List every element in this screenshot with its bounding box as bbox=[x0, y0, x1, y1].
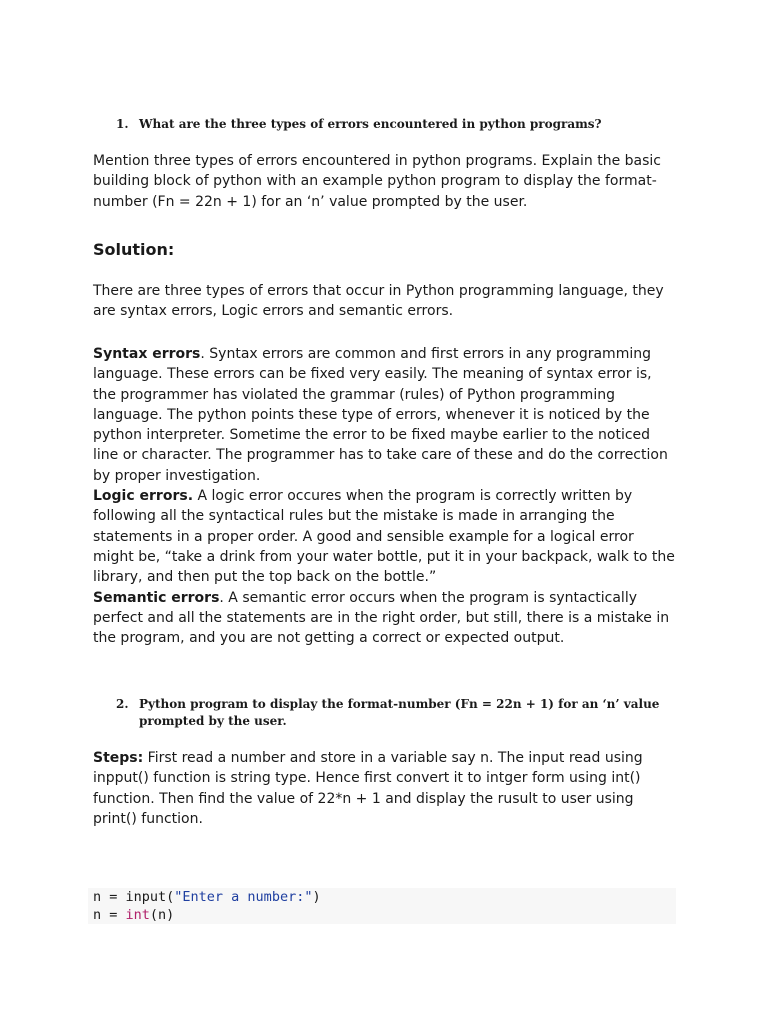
question-1-number: 1. bbox=[116, 117, 129, 131]
question-2-number: 2. bbox=[116, 697, 129, 711]
code-line-2-end: (n) bbox=[149, 907, 175, 923]
steps-label: Steps: bbox=[93, 750, 144, 766]
intro-paragraph: Mention three types of errors encountered in python programs. Explain the basic building block of python with an example python program to display the format-number (Fn = 22n + 1) for an ‘n’ value prompted by the user. bbox=[93, 153, 661, 210]
question-2-title: Python program to display the format-number (Fn = 22n + 1) for an ‘n’ value prompted by the user. bbox=[139, 697, 660, 728]
question-2-heading bbox=[116, 696, 676, 730]
syntax-errors-label: Syntax errors bbox=[93, 346, 201, 362]
steps-text: First read a number and store in a variable say n. The input read using inpput() function is string type. Hence first convert it to intger form using int() function. Then find the value of 22*n + 1 and display the rusult to user using print() function. bbox=[93, 750, 643, 827]
syntax-errors-paragraph bbox=[93, 344, 675, 486]
logic-errors-paragraph bbox=[93, 486, 675, 587]
code-line-1-start: n = input( bbox=[93, 889, 175, 905]
code-string-literal: "Enter a number:" bbox=[174, 889, 313, 905]
question-1-title: What are the three types of errors encountered in python programs? bbox=[139, 117, 602, 131]
semantic-errors-label: Semantic errors bbox=[93, 589, 220, 606]
errors-section bbox=[93, 344, 675, 648]
code-line-2 bbox=[93, 906, 676, 924]
code-line-1-end: ) bbox=[312, 889, 321, 905]
code-line-2-start: n = bbox=[93, 907, 126, 923]
syntax-errors-text: . Syntax errors are common and first errors in any programming language. These errors can be fixed very easily. The meaning of syntax error is, the programmer has violated the grammar (rules) of Python programming language. The python points these type of errors, whenever it is noticed by the python interpreter. Sometime the error to be fixed maybe earlier to the noticed line or character. The programmer has to take care of these and do the correction by proper investigation. bbox=[93, 346, 668, 484]
solution-heading: Solution: bbox=[93, 240, 175, 259]
code-line-1 bbox=[93, 888, 676, 906]
semantic-errors-paragraph bbox=[93, 588, 675, 649]
code-builtin-keyword: int bbox=[125, 907, 150, 923]
logic-errors-label: Logic errors. bbox=[93, 488, 194, 505]
steps-paragraph bbox=[93, 748, 675, 829]
semantic-errors-text: . A semantic error occurs when the program is syntactically perfect and all the statements are in the right order, but still, there is a mistake in the program, and you are not getting a correct or expected output. bbox=[93, 589, 670, 647]
question-1-heading bbox=[116, 116, 676, 133]
code-block bbox=[88, 888, 676, 924]
logic-errors-text: A logic error occures when the program is correctly written by following all the syntactical rules but the mistake is made in arranging the statements in a proper order. A good and sensible example for a logical error might be, “take a drink from your water bottle, put it in your backpack, walk to the library, and then put the top back on the bottle.” bbox=[93, 488, 675, 586]
overview-paragraph: There are three types of errors that occur in Python programming language, they are syntax errors, Logic errors and semantic errors. bbox=[93, 283, 664, 320]
